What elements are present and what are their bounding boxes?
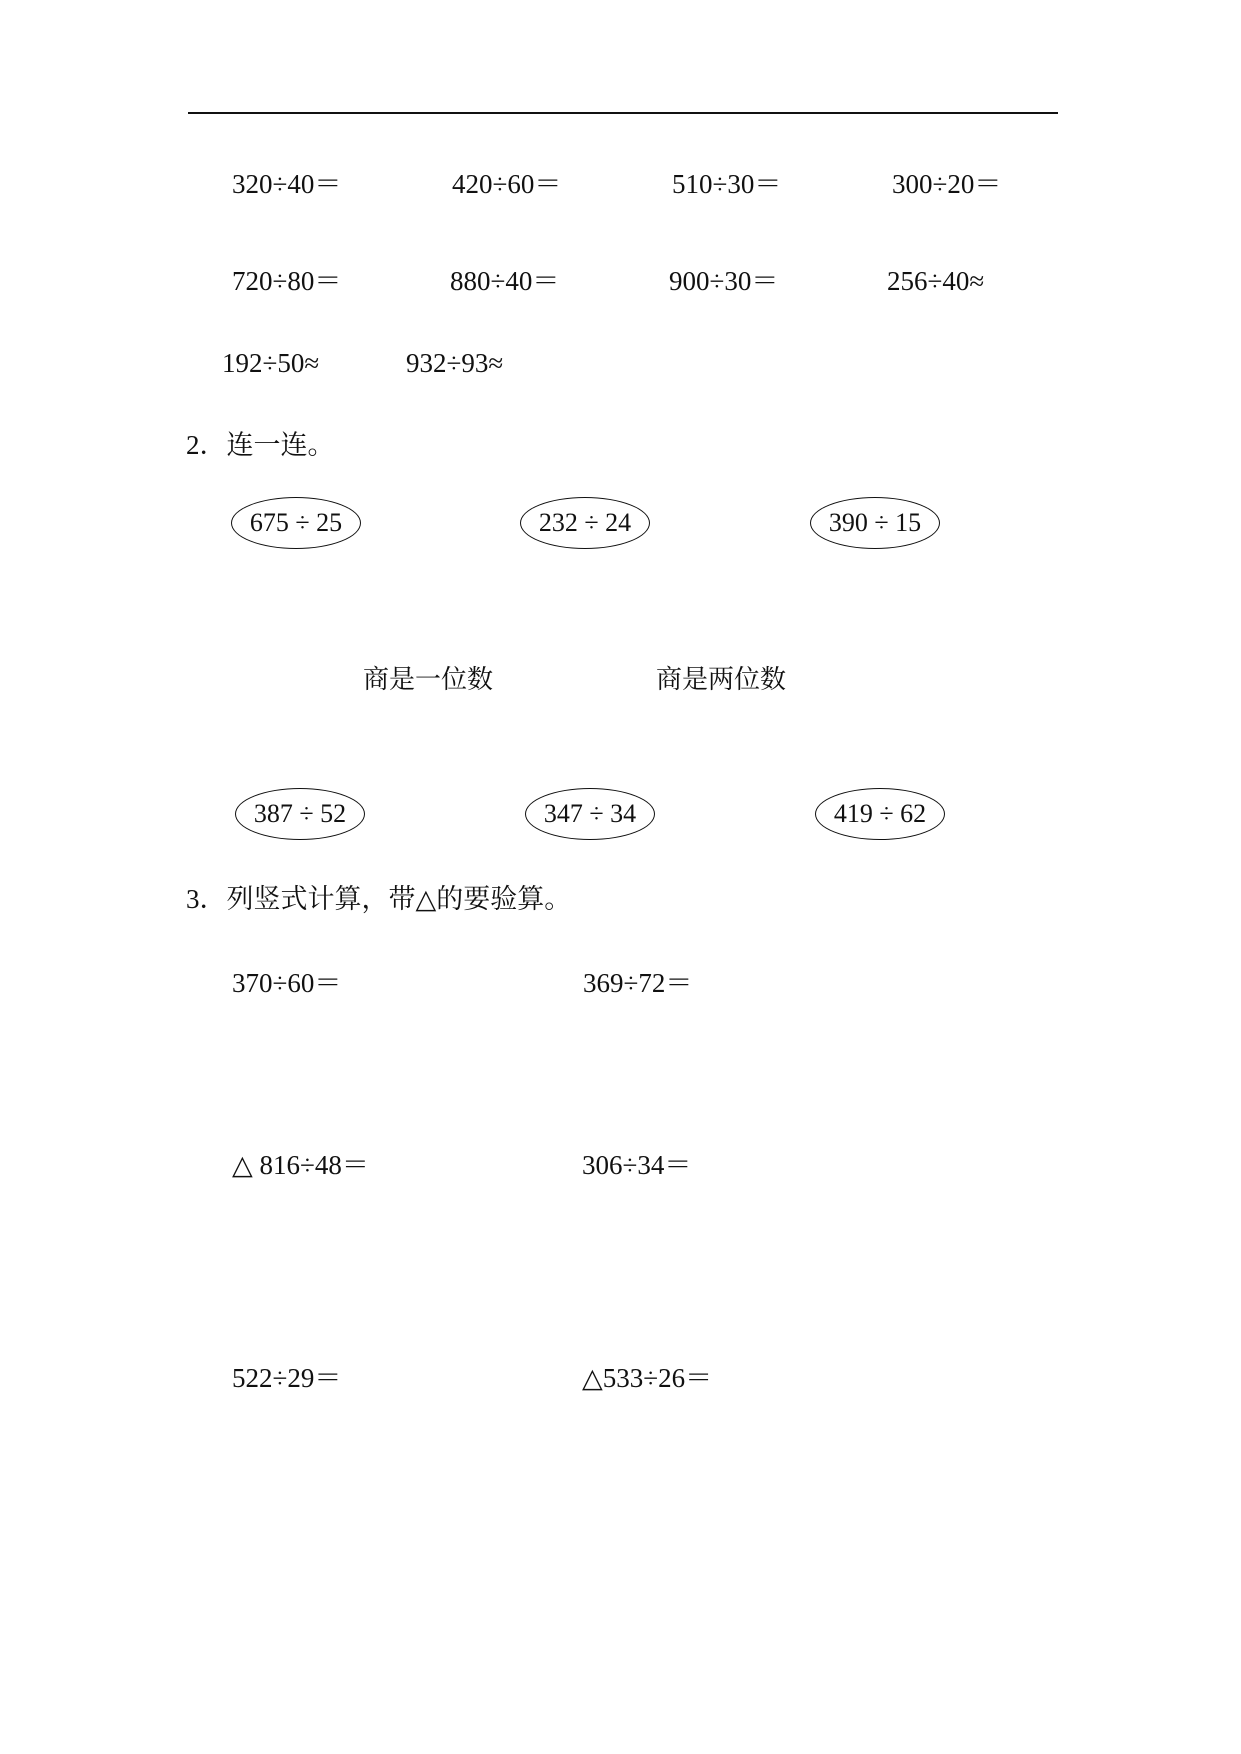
top-rule	[188, 112, 1058, 114]
category-two-digit-quotient[interactable]: 商是两位数	[656, 665, 787, 695]
problem-row2-2: 880÷40＝	[450, 266, 560, 296]
vertical-problem-4: 306÷34＝	[582, 1150, 692, 1180]
match-oval-top-2[interactable]	[520, 497, 650, 549]
section-2-heading	[186, 432, 335, 459]
match-oval-top-1-text: 675 ÷ 25	[249, 508, 343, 537]
vertical-problem-1: 370÷60＝	[232, 968, 342, 998]
problem-row3-1: 192÷50≈	[222, 348, 320, 378]
problem-row3-2: 932÷93≈	[406, 348, 504, 378]
vertical-problem-2: 369÷72＝	[583, 968, 693, 998]
match-oval-bottom-1-text: 387 ÷ 52	[253, 799, 347, 828]
match-oval-top-2-text: 232 ÷ 24	[538, 508, 632, 537]
problem-row1-4: 300÷20＝	[892, 169, 1002, 199]
match-oval-top-3[interactable]	[810, 497, 940, 549]
vertical-problem-6: △533÷26＝	[582, 1363, 713, 1393]
match-oval-bottom-3-text: 419 ÷ 62	[833, 799, 927, 828]
match-oval-bottom-3[interactable]	[815, 788, 945, 840]
section-3-number: 3．	[186, 884, 227, 914]
match-oval-top-3-text: 390 ÷ 15	[828, 508, 922, 537]
vertical-problem-5: 522÷29＝	[232, 1363, 342, 1393]
match-oval-bottom-1[interactable]	[235, 788, 365, 840]
vertical-problem-3: △ 816÷48＝	[232, 1150, 369, 1180]
match-oval-bottom-2-text: 347 ÷ 34	[543, 799, 637, 828]
category-one-digit-quotient[interactable]: 商是一位数	[363, 665, 494, 695]
problem-row2-3: 900÷30＝	[669, 266, 779, 296]
problem-row1-2: 420÷60＝	[452, 169, 562, 199]
problem-row2-4: 256÷40≈	[887, 266, 985, 296]
match-oval-bottom-2[interactable]	[525, 788, 655, 840]
problem-row1-3: 510÷30＝	[672, 169, 782, 199]
match-oval-top-1[interactable]	[231, 497, 361, 549]
section-2-title: 连一连。	[226, 430, 335, 461]
section-3-title: 列竖式计算，带△的要验算。	[226, 884, 572, 915]
section-2-number: 2．	[186, 430, 227, 460]
section-3-heading	[186, 886, 571, 913]
problem-row1-1: 320÷40＝	[232, 169, 342, 199]
problem-row2-1: 720÷80＝	[232, 266, 342, 296]
